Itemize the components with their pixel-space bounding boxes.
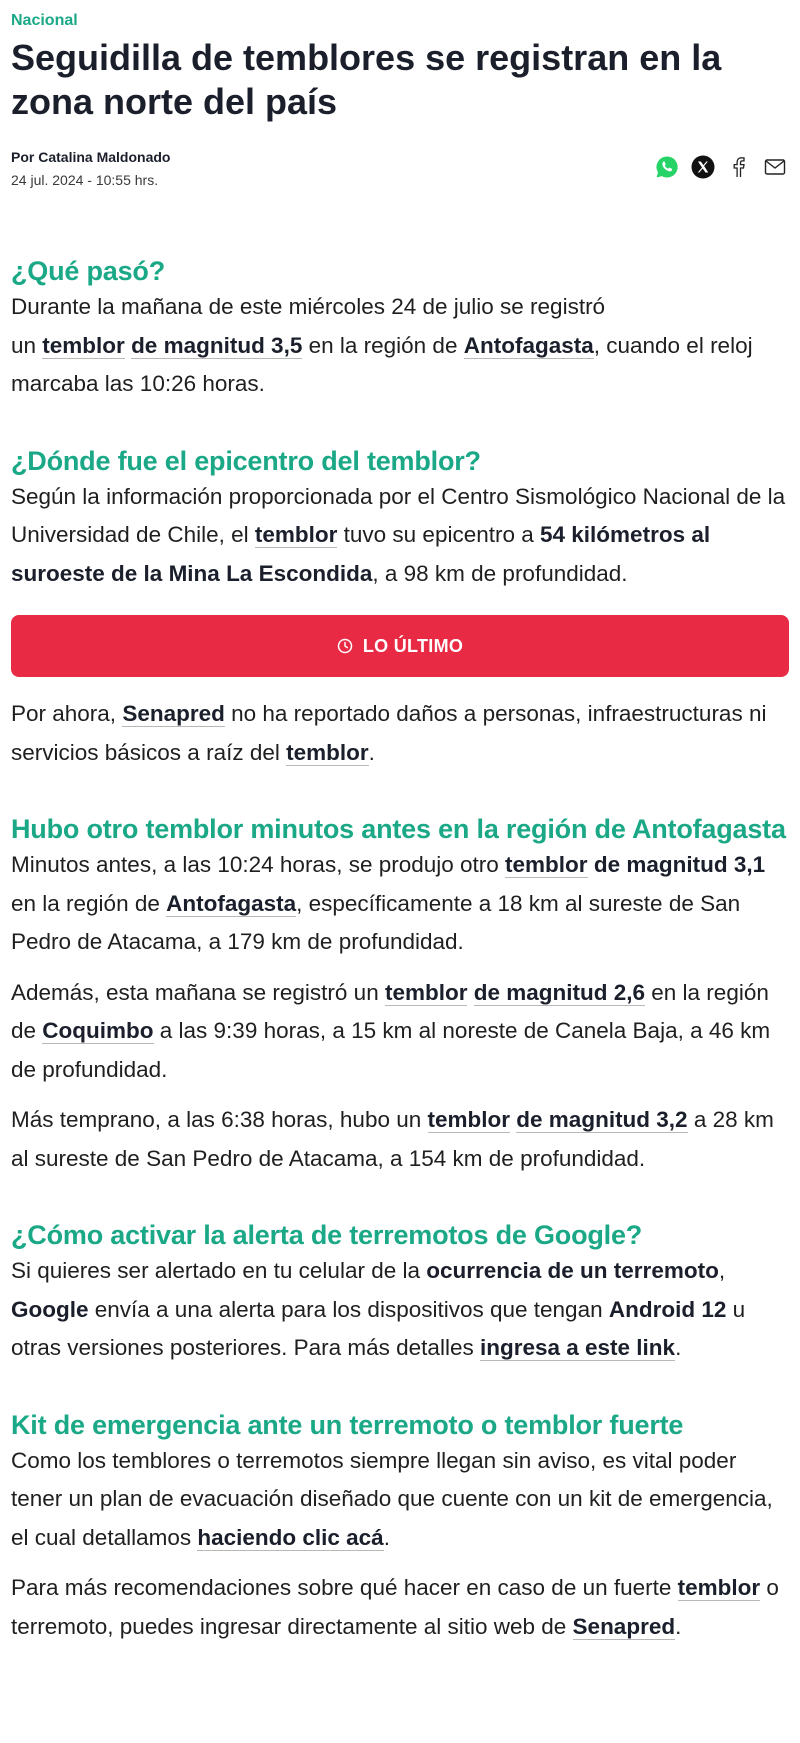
link-temblor[interactable]: temblor	[427, 1107, 511, 1132]
link-temblor[interactable]: temblor	[505, 852, 588, 877]
link-magnitud[interactable]: de magnitud 3,5	[131, 332, 303, 358]
link-antofagasta[interactable]: Antofagasta	[166, 890, 297, 916]
link-magnitud[interactable]: de magnitud 2,6	[473, 979, 646, 1005]
link-temblor[interactable]: temblor	[384, 979, 468, 1005]
heading-epicentro: ¿Dónde fue el epicentro del temblor?	[11, 445, 481, 476]
lo-ultimo-button[interactable]	[11, 615, 789, 677]
banner-label: LO ÚLTIMO	[362, 635, 464, 656]
link-antofagasta[interactable]: Antofagasta	[463, 332, 594, 358]
article-body	[11, 254, 789, 1646]
share-bar	[654, 154, 788, 182]
paragraph: Más temprano, a las 6:38 horas, hubo un temblor de magnitud 3,2 a 28 km al sureste de San Pedro de Atacama, a 154 km de profundidad.	[11, 1107, 774, 1171]
paragraph: Minutos antes, a las 10:24 horas, se produjo otro temblor de magnitud 3,1 en la región de Antofagasta, específicamente a 18 km al sureste de San Pedro de Atacama, a 179 km de profundidad.	[11, 852, 766, 954]
article-headline: Seguidilla de temblores se registran en la zona norte del país	[11, 37, 722, 122]
x-icon[interactable]	[690, 154, 716, 180]
heading-alerta-google: ¿Cómo activar la alerta de terremotos de Google?	[11, 1220, 643, 1250]
publish-date: 24 jul. 2024 - 10:55 hrs.	[11, 172, 159, 188]
author-byline: Por Catalina Maldonado	[11, 149, 171, 165]
bold-text: Google	[11, 1296, 89, 1322]
heading-otro-temblor: Hubo otro temblor minutos antes en la región de Antofagasta	[11, 814, 786, 844]
paragraph: Según la información proporcionada por el Centro Sismológico Nacional de la Universidad de Chile, el temblor tuvo su epicentro a 54 kilómetros al suroeste de la Mina La Escondida, a 98 km de profundidad.	[11, 483, 786, 586]
bold-text: ocurrencia de un terremoto	[426, 1258, 719, 1283]
clock-icon	[337, 638, 353, 654]
link-ingresa[interactable]: ingresa a este link	[479, 1335, 676, 1360]
heading-que-paso: ¿Qué pasó?	[11, 256, 166, 286]
link-haciendo-clic[interactable]: haciendo clic acá	[197, 1524, 384, 1550]
facebook-icon[interactable]	[726, 154, 752, 180]
section-tag-link[interactable]: Nacional	[11, 12, 78, 29]
paragraph: Durante la mañana de este miércoles 24 de julio se registró un temblor de magnitud 3,5 en la región de Antofagasta, cuando el reloj marcaba las 10:26 horas.	[11, 294, 753, 396]
email-icon[interactable]	[762, 154, 788, 180]
bold-text: de magnitud 3,1	[593, 852, 766, 877]
link-magnitud[interactable]: de magnitud 3,2	[516, 1107, 688, 1132]
link-temblor[interactable]: temblor	[286, 739, 369, 765]
paragraph: Además, esta mañana se registró un temblor de magnitud 2,6 en la región de Coquimbo a las 9:39 horas, a 15 km al noreste de Canela Baja, a 46 km de profundidad.	[11, 979, 771, 1082]
link-coquimbo[interactable]: Coquimbo	[42, 1018, 154, 1043]
link-temblor[interactable]: temblor	[42, 332, 125, 358]
paragraph: Por ahora, Senapred no ha reportado daños a personas, infraestructuras ni servicios básicos a raíz del temblor.	[11, 701, 767, 765]
paragraph: Para más recomendaciones sobre qué hacer en caso de un fuerte temblor o terremoto, puedes ingresar directamente al sitio web de Senapred.	[11, 1575, 779, 1639]
link-senapred[interactable]: Senapred	[122, 701, 225, 726]
whatsapp-icon[interactable]	[654, 154, 680, 180]
bold-text: Android 12	[608, 1296, 727, 1322]
paragraph: Si quieres ser alertado en tu celular de la ocurrencia de un terremoto, Google envía a una alerta para los dispositivos que tengan Android 12 u otras versiones posteriores. Para más detalles ingresa a este link.	[11, 1258, 746, 1360]
link-temblor[interactable]: temblor	[677, 1575, 761, 1600]
paragraph: Como los temblores o terremotos siempre llegan sin aviso, es vital poder tener un plan de evacuación diseñado que cuente con un kit de emergencia, el cual detallamos haciendo clic acá.	[11, 1447, 773, 1550]
link-temblor[interactable]: temblor	[254, 522, 338, 547]
heading-kit-emergencia: Kit de emergencia ante un terremoto o temblor fuerte	[11, 1409, 684, 1440]
link-senapred[interactable]: Senapred	[572, 1613, 676, 1639]
bold-text: 54 kilómetros al suroeste de la Mina La Escondida	[11, 522, 711, 586]
